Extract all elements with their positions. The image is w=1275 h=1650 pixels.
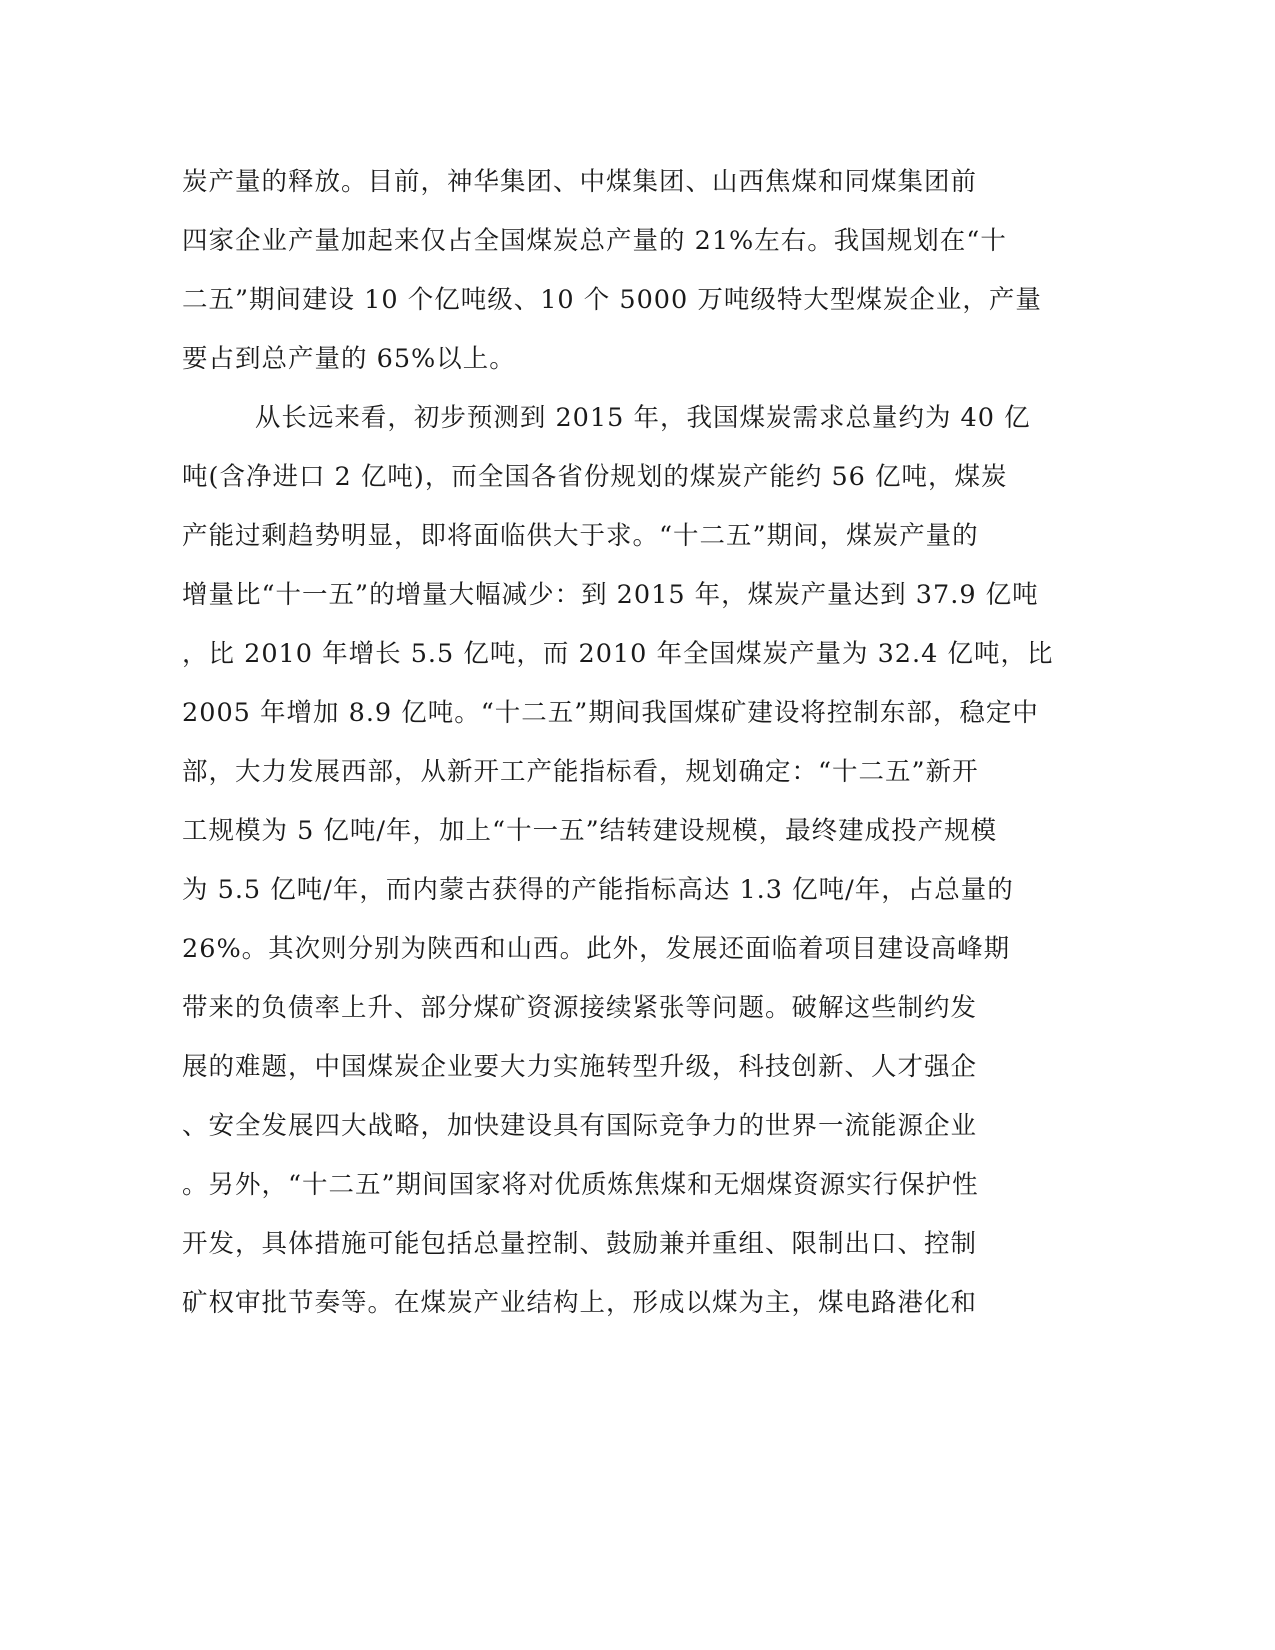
text-line: ，比 2010 年增长 5.5 亿吨，而 2010 年全国煤炭产量为 32.4 亿吨，比 [182,639,1054,669]
paragraph-2 [182,396,1054,1340]
text-line: 。另外，“十二五”期间国家将对优质炼焦煤和无烟煤资源实行保护性 [182,1170,979,1200]
text-line: 部，大力发展西部，从新开工产能指标看，规划确定：“十二五”新开 [182,757,979,787]
text-line: 带来的负债率上升、部分煤矿资源接续紧张等问题。破解这些制约发 [182,993,978,1023]
text-line: 、安全发展四大战略，加快建设具有国际竞争力的世界一流能源企业 [182,1111,978,1141]
text-line: 展的难题，中国煤炭企业要大力实施转型升级，科技创新、人才强企 [182,1052,978,1082]
body-text [182,160,1054,1340]
text-line: 四家企业产量加起来仅占全国煤炭总产量的 21%左右。我国规划在“十 [182,226,1007,256]
text-line: 26%。其次则分别为陕西和山西。此外，发展还面临着项目建设高峰期 [182,934,1011,964]
text-line: 炭产量的释放。目前，神华集团、中煤集团、山西焦煤和同煤集团前 [182,167,978,197]
text-line: 为 5.5 亿吨/年，而内蒙古获得的产能指标高达 1.3 亿吨/年，占总量的 [182,875,1014,905]
text-line: 工规模为 5 亿吨/年，加上“十一五”结转建设规模，最终建成投产规模 [182,816,998,846]
text-line: 二五”期间建设 10 个亿吨级、10 个 5000 万吨级特大型煤炭企业，产量 [182,285,1042,315]
text-line: 从长远来看，初步预测到 2015 年，我国煤炭需求总量约为 40 亿 [182,403,1031,433]
text-line: 要占到总产量的 65%以上。 [182,344,516,374]
text-line: 2005 年增加 8.9 亿吨。“十二五”期间我国煤矿建设将控制东部，稳定中 [182,698,1039,728]
paragraph-1 [182,160,1042,396]
text-line: 吨(含净进口 2 亿吨)，而全国各省份规划的煤炭产能约 56 亿吨，煤炭 [182,462,1008,492]
text-line: 产能过剩趋势明显，即将面临供大于求。“十二五”期间，煤炭产量的 [182,521,979,551]
text-line: 矿权审批节奏等。在煤炭产业结构上，形成以煤为主，煤电路港化和 [182,1288,978,1318]
text-line: 开发，具体措施可能包括总量控制、鼓励兼并重组、限制出口、控制 [182,1229,978,1259]
text-line: 增量比“十一五”的增量大幅减少：到 2015 年，煤炭产量达到 37.9 亿吨 [182,580,1039,610]
